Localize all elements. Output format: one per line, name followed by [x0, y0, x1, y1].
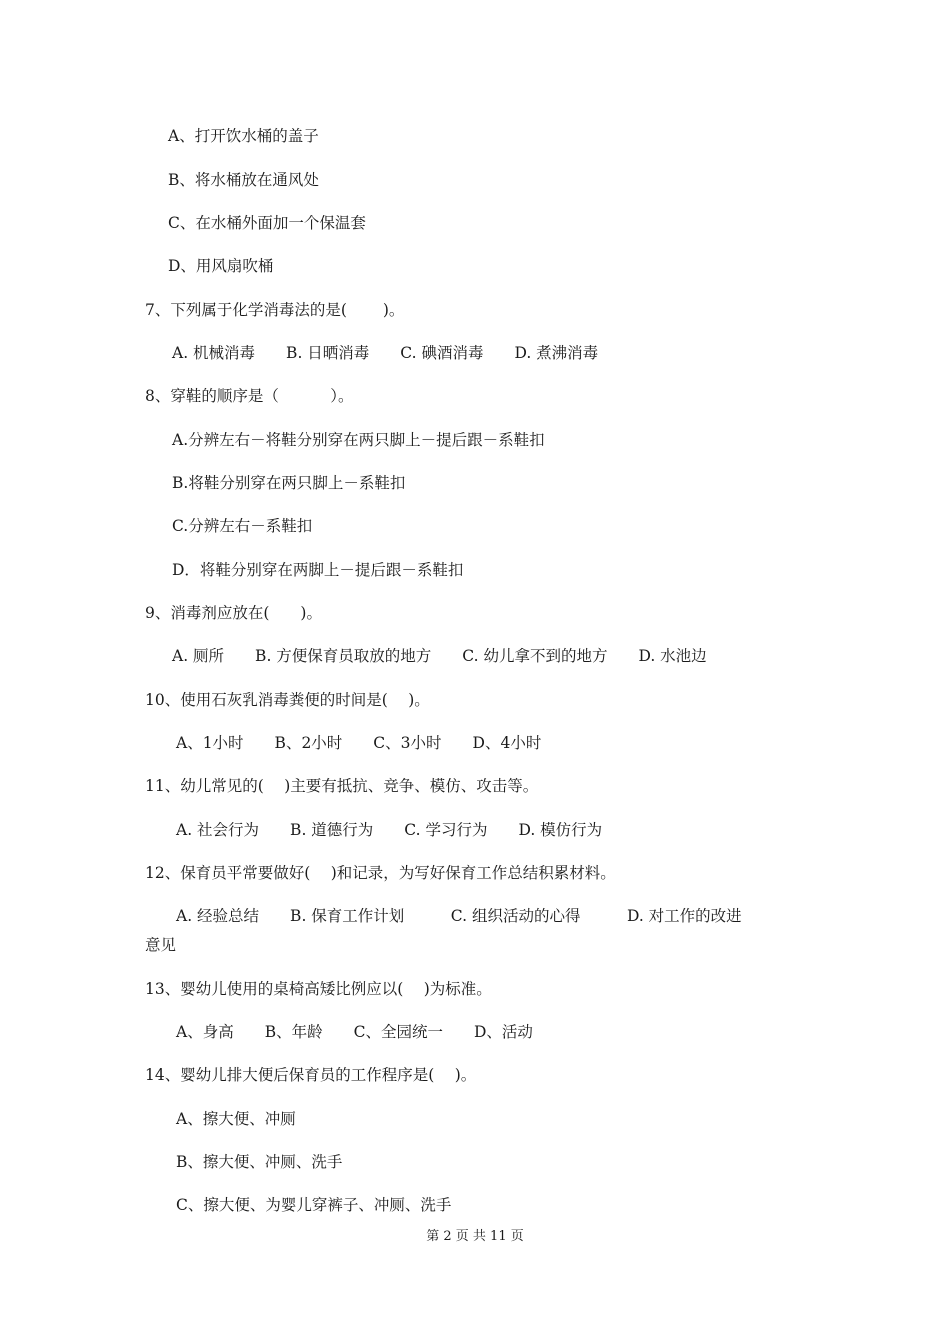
options-11: A. 社会行为 B. 道德行为 C. 学习行为 D. 模仿行为 — [176, 821, 603, 839]
option-8b: B.将鞋分别穿在两只脚上－系鞋扣 — [172, 474, 406, 492]
option-8c: C.分辨左右－系鞋扣 — [172, 517, 313, 535]
options-9: A. 厕所 B. 方便保育员取放的地方 C. 幼儿拿不到的地方 D. 水池边 — [172, 647, 707, 665]
option-14a: A、擦大便、冲厕 — [176, 1110, 296, 1128]
option-8a: A.分辨左右－将鞋分别穿在两只脚上－提后跟－系鞋扣 — [172, 431, 545, 449]
option-6a: A、打开饮水桶的盖子 — [168, 127, 319, 145]
question-8: 8、穿鞋的顺序是（ ）。 — [145, 387, 354, 405]
page-number-footer: 第 2 页 共 11 页 — [426, 1229, 524, 1244]
question-12: 12、保育员平常要做好( )和记录，为写好保育工作总结积累材料。 — [145, 864, 616, 882]
option-8d: D．将鞋分别穿在两脚上－提后跟－系鞋扣 — [172, 561, 464, 579]
question-13: 13、婴幼儿使用的桌椅高矮比例应以( )为标准。 — [145, 980, 492, 998]
option-6c: C、在水桶外面加一个保温套 — [168, 214, 366, 232]
options-10: A、1小时 B、2小时 C、3小时 D、4小时 — [176, 734, 542, 752]
option-6b: B、将水桶放在通风处 — [168, 171, 319, 189]
options-12-wrap: 意见 — [145, 936, 177, 954]
question-9: 9、消毒剂应放在( )。 — [145, 604, 322, 622]
options-7: A. 机械消毒 B. 日晒消毒 C. 碘酒消毒 D. 煮沸消毒 — [172, 344, 599, 362]
option-6d: D、用风扇吹桶 — [168, 257, 274, 275]
question-10: 10、使用石灰乳消毒粪便的时间是( )。 — [145, 691, 430, 709]
options-13: A、身高 B、年龄 C、全园统一 D、活动 — [176, 1023, 533, 1041]
option-14c: C、擦大便、为婴儿穿裤子、冲厕、洗手 — [176, 1196, 452, 1214]
question-11: 11、幼儿常见的( )主要有抵抗、竞争、模仿、攻击等。 — [145, 777, 539, 795]
question-14: 14、婴幼儿排大便后保育员的工作程序是( )。 — [145, 1066, 477, 1084]
option-14b: B、擦大便、冲厕、洗手 — [176, 1153, 343, 1171]
options-12: A. 经验总结 B. 保育工作计划 C. 组织活动的心得 D. 对工作的改进 — [176, 907, 742, 925]
question-7: 7、下列属于化学消毒法的是( )。 — [145, 301, 405, 319]
